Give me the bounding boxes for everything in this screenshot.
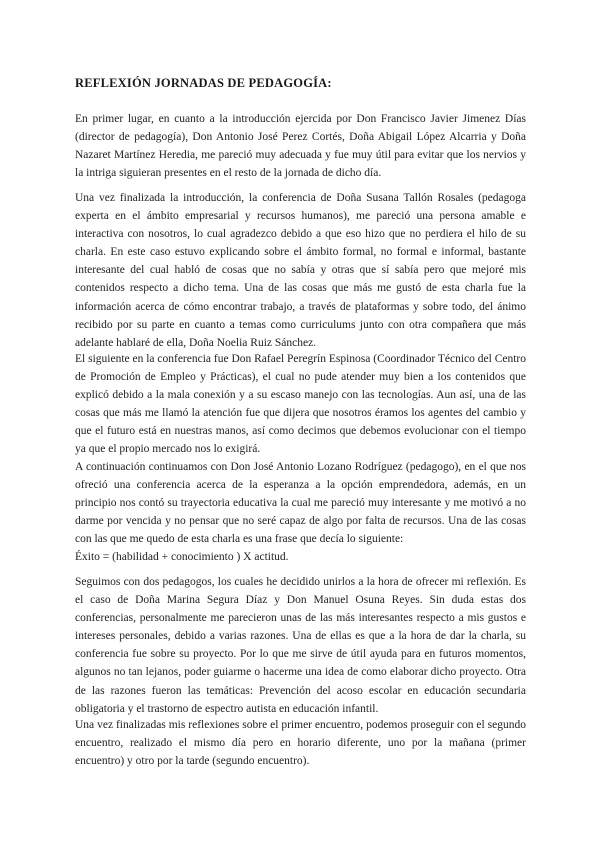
document-title: REFLEXIÓN JORNADAS DE PEDAGOGÍA:	[75, 76, 332, 90]
paragraph-rafael-peregrin: El siguiente en la conferencia fue Don Rafael Peregrín Espinosa (Coordinador Técnico del Centro de Promoción de Empleo y Prácticas), el cual no pude atender muy bien a los contenidos que explicó debido a la mala conexión y a su escaso manejo con las tecnologías. Aun así, una de las cosas que más me llamó la atención fue que dijera que nosotros éramos los agentes del cambio y que el futuro está en nuestras manos, así como decimos que debemos evolucionar con el tiempo ya que el propio mercado nos lo exigirá.	[75, 353, 527, 456]
paragraph-text: A continuación continuamos con Don José Antonio Lozano Rodríguez (pedagogo), en el que nos ofreció una conferencia acerca de la esperanza a la opción emprendedora, además, en un principio nos contó su trayectoria educativa la cual me pareció muy interesante y me motivó a no darme por vencida y no pensar que no seré capaz de algo por falta de recursos. Una de las cosas con las que me quedo de esta charla es una frase que decía lo siguiente:	[75, 461, 526, 546]
paragraph-susana-tallon: Una vez finalizada la introducción, la conferencia de Doña Susana Tallón Rosales (pedagoga experta en el ámbito empresarial y recursos humanos), me pareció una persona amable e interactiva con nosotros, lo cual agradezco debido a que eso hizo que no perdiera el hilo de su charla. En este caso estuvo explicando sobre el ámbito formal, no formal e informal, bastante interesante del cual habló de cosas que no sabía y otras que sí sabía pero que mejoré mis contenidos respecto a dicho tema. Una de las cosas que más me gustó de esta charla fue la información acerca de cómo encontrar trabajo, a través de plataformas y sobre todo, del ánimo recibido por su parte en cuanto a temas como curriculums junto con otra compañera que más adelante hablaré de ella, Doña Noelia Ruiz Sánchez.	[75, 192, 526, 349]
paragraph-jose-antonio-lozano	[75, 458, 526, 567]
paragraph-marina-manuel: Seguimos con dos pedagogos, los cuales he decidido unirlos a la hora de ofrecer mi reflexión. Es el caso de Doña Marina Segura Díaz y Don Manuel Osuna Reyes. Sin duda estas dos conferencias, personalmente me parecieron unas de las más interesantes respecto a mis gustos e intereses personales, debido a varias razones. Una de ellas es que a la hora de dar la charla, su conferencia fue sobre su proyecto. Por lo que me sirve de útil ayuda para en futuros momentos, algunos no tan lejanos, poder guiarme o hacerme una idea de como elaborar dicho proyecto. Otra de las razones fueron las temáticas: Prevención del acoso escolar en educación secundaria obligatoria y el trastorno de espectro autista en educación infantil.	[75, 576, 526, 715]
paragraph-conclusion: Una vez finalizadas mis reflexiones sobre el primer encuentro, podemos proseguir con el segundo encuentro, realizado el mismo día pero en horario diferente, uno por la mañana (primer encuentro) y otro por la tarde (segundo encuentro).	[75, 719, 526, 768]
success-formula: Éxito = (habilidad + conocimiento ) X actitud.	[75, 551, 289, 564]
paragraph-introduction: En primer lugar, en cuanto a la introducción ejercida por Don Francisco Javier Jimenez Días (director de pedagogía), Don Antonio José Perez Cortés, Doña Abigail López Alcarria y Doña Nazaret Martínez Heredia, me pareció muy adecuada y fue muy útil para evitar que los nervios y la intriga siguieran presentes en el resto de la jornada de dicho día.	[75, 113, 526, 180]
